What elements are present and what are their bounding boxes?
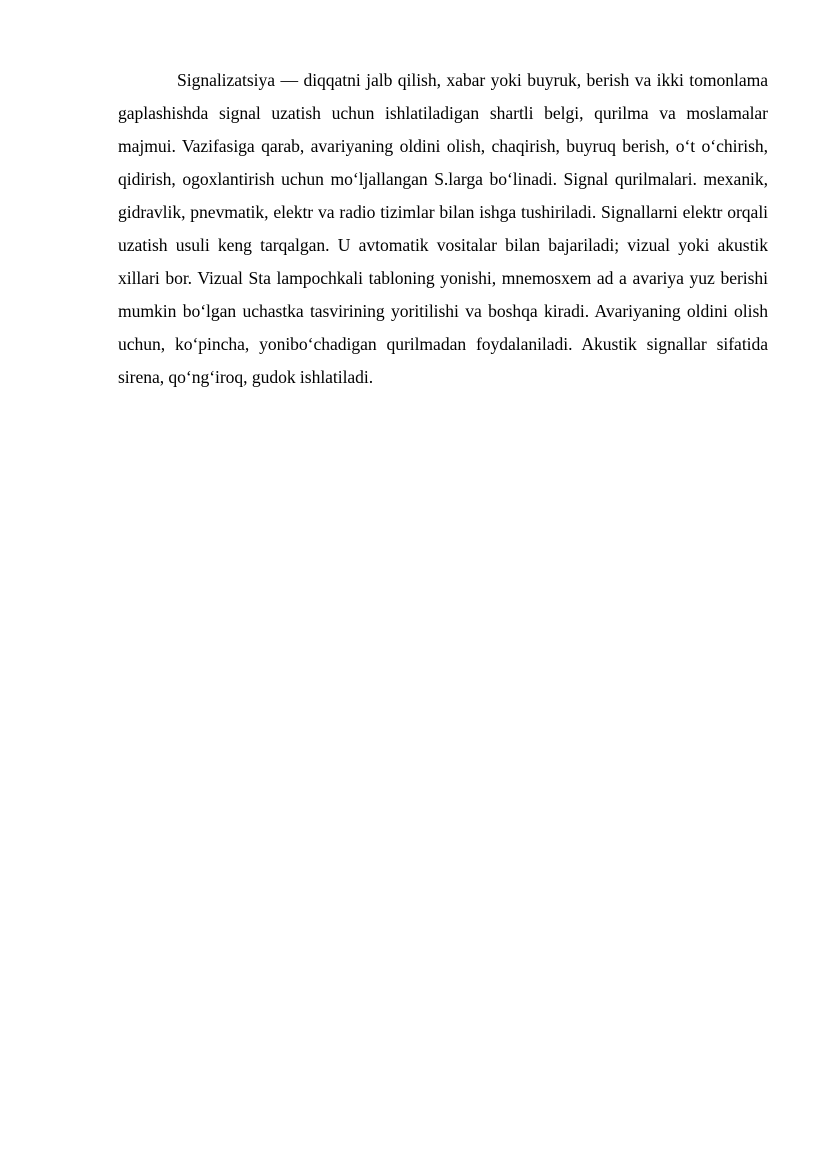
body-paragraph: Signalizatsiya — diqqatni jalb qilish, xabar yoki buyruk, berish va ikki tomonlama gaplashishda signal uzatish uchun ishlatiladigan shartli belgi, qurilma va moslamalar majmui. Vazifasiga qarab, avariyaning oldini olish, chaqirish, buyruq berish, oʻt oʻchirish, qidirish, ogoxlantirish uchun moʻljallangan S.larga boʻlinadi. Signal qurilmalari. mexanik, gidravlik, pnevmatik, elektr va radio tizimlar bilan ishga tushiriladi. Signallarni elektr orqali uzatish usuli keng tarqalgan. U avtomatik vositalar bilan bajariladi; vizual yoki akustik xillari bor. Vizual Sta lampochkali tabloning yonishi, mnemosxem ad a avariya yuz berishi mumkin boʻlgan uchastka tasvirining yoritilishi va boshqa kiradi. Avariyaning oldini olish uchun, koʻpincha, yoniboʻchadigan qurilmadan foydalaniladi. Akustik signallar sifatida sirena, qoʻngʻiroq, gudok ishlatiladi. <box>118 70 768 387</box>
text-block <box>118 64 768 394</box>
